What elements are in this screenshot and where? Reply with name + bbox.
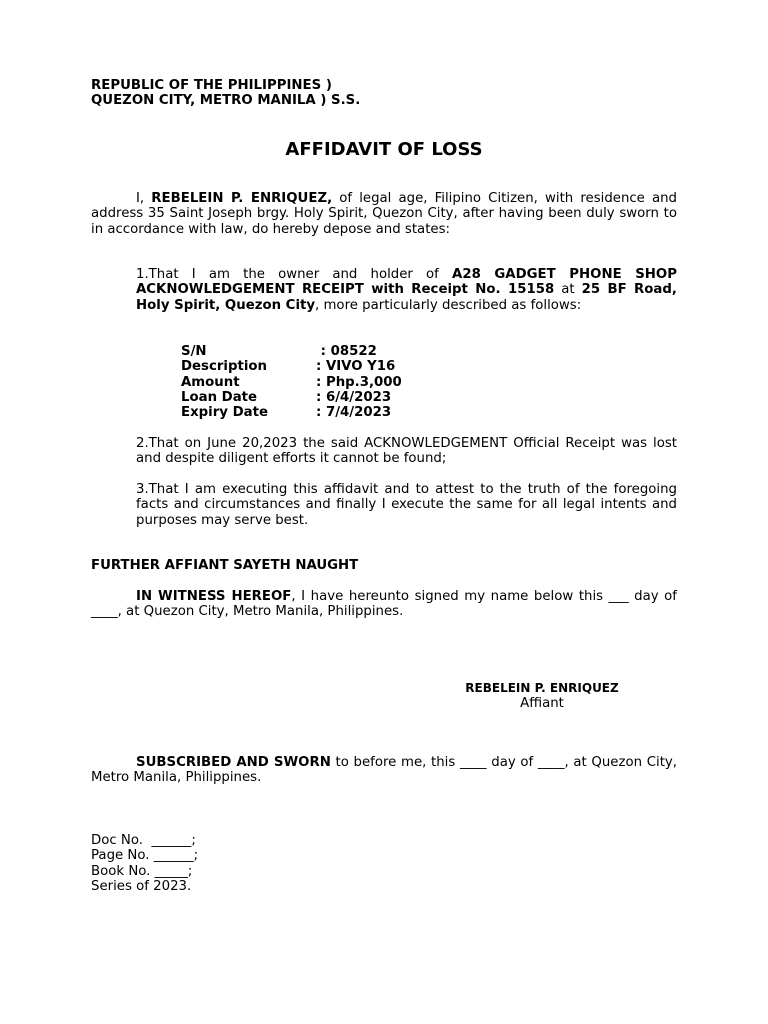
detail-row-expiry-date — [181, 405, 402, 420]
detail-row-sn — [181, 344, 402, 359]
witness-lead: IN WITNESS HEREOF — [136, 589, 292, 604]
signature-block — [452, 681, 632, 712]
affiant-role: Affiant — [520, 696, 564, 712]
detail-value: : Php.3,000 — [316, 374, 402, 390]
venue-line-1: REPUBLIC OF THE PHILIPPINES ) — [91, 78, 332, 93]
notary-block — [91, 833, 677, 894]
detail-value: : 08522 — [316, 344, 377, 359]
intro-post: of legal age, Filipino Citizen, with residence and address 35 Saint Joseph brgy. Holy Spirit, Quezon City, after having been duly sworn to in accordance with law, do hereby depose and states: — [91, 191, 678, 237]
detail-value: : 7/4/2023 — [316, 405, 392, 421]
intro-paragraph — [91, 191, 677, 237]
page-no: Page No. ______; — [91, 848, 199, 864]
detail-row-amount — [181, 375, 402, 390]
venue-line-2: QUEZON CITY, METRO MANILA ) S.S. — [91, 93, 361, 109]
detail-label: Expiry Date — [181, 405, 268, 421]
detail-label: S/N — [181, 344, 207, 359]
intro-pre: I, — [136, 191, 152, 206]
book-no: Book No. _____; — [91, 863, 193, 879]
subscribed-paragraph — [91, 755, 677, 786]
detail-value: : 6/4/2023 — [316, 389, 392, 405]
item-1-mid: at — [554, 282, 582, 298]
affiant-signature-name: REBELEIN P. ENRIQUEZ — [465, 681, 619, 695]
venue-block — [91, 78, 677, 109]
series-year: Series of 2023. — [91, 878, 192, 894]
item-1-pre: 1.That I am the owner and holder of — [136, 267, 453, 282]
further-affiant-line: FURTHER AFFIANT SAYETH NAUGHT — [91, 558, 359, 573]
item-2-paragraph: 2.That on June 20,2023 the said ACKNOWLEDGEMENT Official Receipt was lost and despite diligent efforts it cannot be found; — [136, 436, 677, 467]
witness-text: , I have hereunto signed my name below this ___ day of ____, at Quezon City, Metro Manila, Philippines. — [91, 589, 677, 620]
subscribed-lead: SUBSCRIBED AND SWORN — [136, 755, 331, 770]
item-1-post: , more particularly described as follows: — [315, 297, 582, 313]
detail-label: Amount — [181, 374, 240, 390]
subscribed-text: to before me, this ____ day of ____, at Quezon City, Metro Manila, Philippines. — [91, 755, 677, 786]
detail-row-description — [181, 359, 402, 374]
doc-no: Doc No. ______; — [91, 833, 196, 848]
detail-label: Loan Date — [181, 389, 258, 405]
item-3-paragraph: 3.That I am executing this affidavit and to attest to the truth of the foregoing facts and circumstances and finally I execute the same for all legal intents and purposes may serve best. — [136, 482, 677, 528]
item-1-address: 25 BF Road, Holy Spirit, Quezon City — [136, 282, 677, 313]
detail-value: : VIVO Y16 — [316, 359, 396, 375]
item-1-paragraph — [136, 267, 677, 313]
detail-row-loan-date — [181, 390, 402, 405]
detail-label: Description — [181, 359, 268, 375]
receipt-details — [181, 344, 402, 420]
item-1-receipt: A28 GADGET PHONE SHOP ACKNOWLEDGEMENT RECEIPT with Receipt No. 15158 — [136, 267, 677, 298]
affiant-name-inline: REBELEIN P. ENRIQUEZ, — [151, 191, 333, 206]
witness-paragraph — [91, 589, 677, 620]
document-title: AFFIDAVIT OF LOSS — [285, 139, 483, 160]
